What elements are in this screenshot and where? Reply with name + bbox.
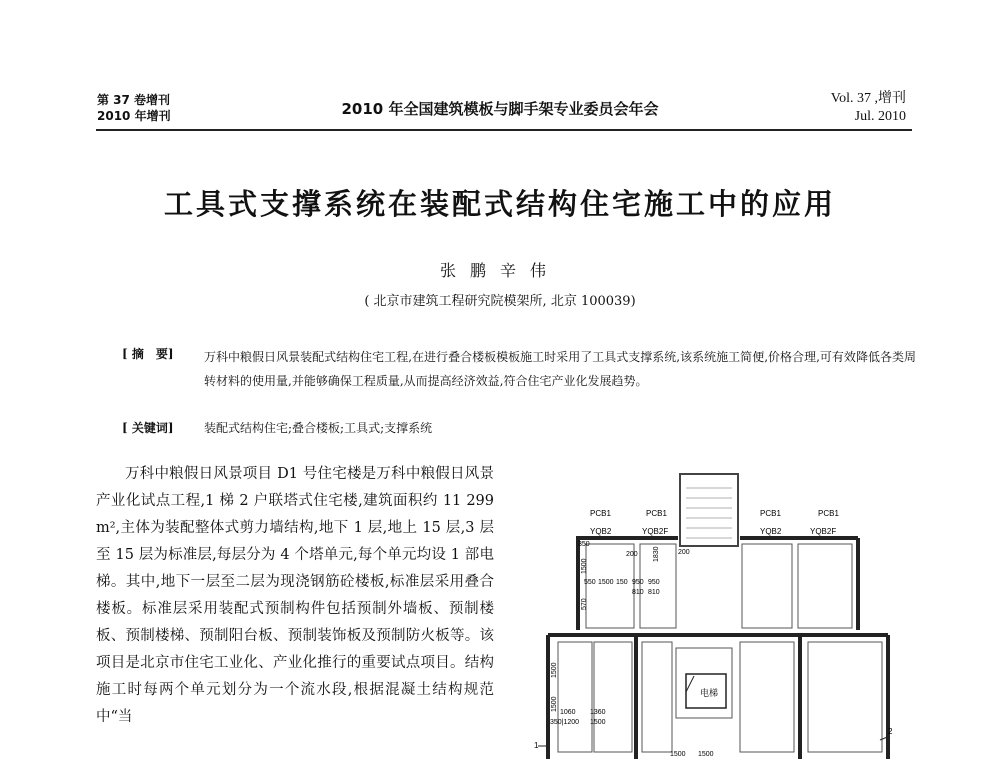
section-marker-2: 2 <box>888 727 893 736</box>
dim-200-b: 200 <box>678 549 690 556</box>
dim-350-top: 350 <box>578 541 590 548</box>
dim-570: 570 <box>581 598 588 610</box>
dim-350-1200: 350|1200 <box>550 719 580 726</box>
dim-1830: 1830 <box>653 546 660 562</box>
label-pcb1-a: PCB1 <box>590 509 611 518</box>
label-yqb2-b: YQB2 <box>760 527 782 536</box>
conference-name: 2010 年全国建筑模板与脚手架专业委员会年会 <box>341 100 659 118</box>
label-yqb2f-b: YQB2F <box>810 527 837 536</box>
keywords-label: [ 关键词] <box>122 421 174 435</box>
affiliation: ( 北京市建筑工程研究院模架所, 北京 100039) <box>364 294 636 309</box>
dim-1500-v3: 1500 <box>551 696 558 712</box>
dim-810-a: 810 <box>632 589 644 596</box>
label-yqb2f-a: YQB2F <box>642 527 669 536</box>
dim-1360: 1360 <box>590 709 606 716</box>
dim-810-b: 810 <box>648 589 660 596</box>
dim-1500-a: 1500 <box>598 579 614 586</box>
abstract-text: 万科中粮假日风景装配式结构住宅工程,在进行叠合楼板模板施工时采用了工具式支撑系统,该系统施工简便,价格合理,可有效降低各类周转材料的使用量,并能够确保工程质量,从而提高经济效益,符合住宅产业化发展趋势。 <box>204 350 916 388</box>
stair-shaft <box>680 474 738 546</box>
running-header-right <box>831 90 906 126</box>
dim-1500-b: 1500 <box>590 719 606 726</box>
dim-200: 200 <box>626 551 638 558</box>
abstract-label: [ 摘 要] <box>122 347 174 361</box>
volume-en: Vol. 37 ,增刊 <box>830 91 906 106</box>
section-marker-1: 1 <box>534 741 539 750</box>
label-elevator: 电梯 <box>700 688 719 698</box>
dim-1500-v2: 1500 <box>551 662 558 678</box>
dim-950-b: 950 <box>648 579 660 586</box>
dim-1500-d: 1500 <box>698 751 714 758</box>
body-paragraph: 万科中粮假日风景项目 D1 号住宅楼是万科中粮假日风景产业化试点工程,1 梯 2 户联塔式住宅楼,建筑面积约 11 299 m²,主体为装配整体式剪力墙结构,地下 1 层,地上 15 层,3 层至 15 层为标准层,每层分为 4 个塔单元,每个单元均设 1 部电梯。其中,地下一层至二层为现浇钢筋砼楼板,标准层采用叠合楼板。标准层采用装配式预制构件包括预制外墙板、预制楼板、预制楼梯、预制阳台板、预制装饰板及预制防火板等。该项目是北京市住宅工业化、产业化推行的重要试点项目。结构施工时每两个单元划分为一个流水段,根据混凝土结构规范中“当 <box>96 466 494 725</box>
floor-plan-figure <box>528 470 910 759</box>
label-pcb1-b: PCB1 <box>646 509 667 518</box>
dim-1060: 1060 <box>560 709 576 716</box>
label-yqb2-a: YQB2 <box>590 527 612 536</box>
dim-1500-c: 1500 <box>670 751 686 758</box>
label-pcb1-c: PCB1 <box>760 509 781 518</box>
date-cn: 2010 年增刊 <box>97 109 171 123</box>
dim-1500-v: 1500 <box>581 558 588 574</box>
paper-title: 工具式支撑系统在装配式结构住宅施工中的应用 <box>163 187 836 221</box>
slab-panels <box>558 544 882 752</box>
dim-150: 150 <box>616 579 628 586</box>
dim-550: 550 <box>584 579 596 586</box>
dim-950-a: 950 <box>632 579 644 586</box>
label-pcb1-d: PCB1 <box>818 509 839 518</box>
date-en: Jul. 2010 <box>854 109 906 124</box>
volume-cn: 第 37 卷增刊 <box>97 93 171 107</box>
header-rule <box>96 129 912 131</box>
authors: 张鹏辛伟 <box>439 261 560 280</box>
keywords-text: 装配式结构住宅;叠合楼板;工具式;支撑系统 <box>204 421 433 435</box>
